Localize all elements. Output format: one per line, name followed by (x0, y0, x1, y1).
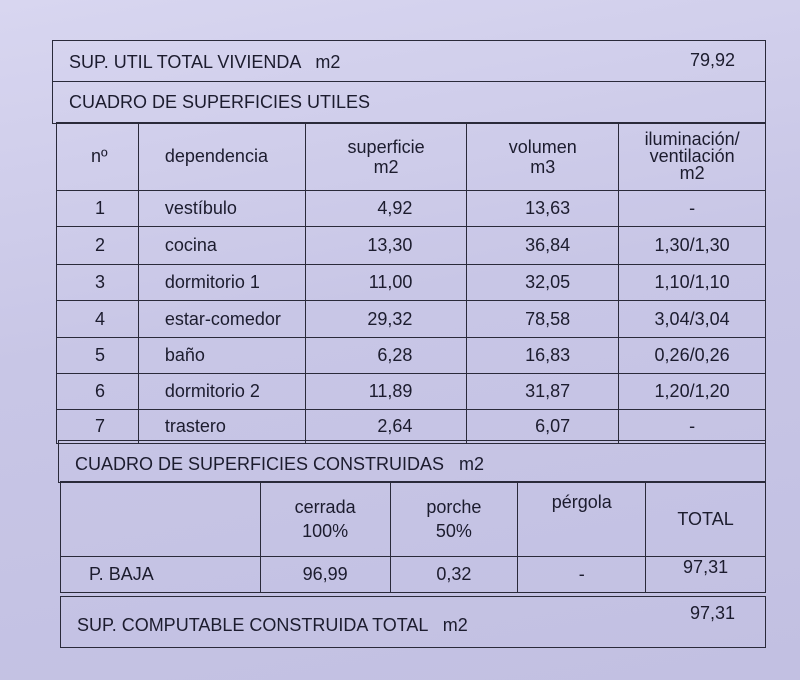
built-row-porche: 0,32 (390, 557, 518, 593)
header-vent-text: ventilación (649, 146, 735, 166)
built-header-porche-pct: 50% (435, 521, 472, 541)
row-superficie: 4,92 (305, 191, 467, 227)
built-areas-row (61, 557, 766, 593)
useful-areas-row (57, 301, 766, 338)
row-ilum: 1,20/1,20 (619, 374, 766, 410)
useful-areas-row (57, 265, 766, 301)
built-header-cerrada-text: cerrada (294, 497, 356, 517)
built-areas-table (60, 481, 766, 593)
row-volumen: 6,07 (467, 410, 619, 444)
header-superficie-unit: m2 (373, 156, 399, 177)
row-superficie: 6,28 (305, 338, 467, 374)
row-n: 2 (57, 227, 139, 265)
header-volumen (467, 123, 619, 191)
useful-areas-row (57, 374, 766, 410)
built-row-pergola: - (518, 557, 646, 593)
row-n: 4 (57, 301, 139, 338)
row-ilum: 0,26/0,26 (619, 338, 766, 374)
built-header-porche-text: porche (426, 497, 482, 517)
row-ilum: 1,30/1,30 (619, 227, 766, 265)
useful-areas-header-row (57, 123, 766, 191)
built-header-porche (390, 482, 518, 557)
row-superficie: 2,64 (305, 410, 467, 444)
row-volumen: 32,05 (467, 265, 619, 301)
summary-label: SUP. UTIL TOTAL VIVIENDA m2 (69, 52, 341, 72)
row-dependencia: estar-comedor (138, 301, 305, 338)
built-header-cerrada-pct: 100% (302, 521, 349, 541)
built-header-pergola: pérgola (518, 482, 646, 557)
useful-areas-row (57, 191, 766, 227)
built-areas-header-row (61, 482, 766, 557)
built-row-label: P. BAJA (61, 557, 261, 593)
useful-areas-title: CUADRO DE SUPERFICIES UTILES (69, 92, 371, 112)
row-volumen: 16,83 (467, 338, 619, 374)
summary-box (52, 40, 766, 82)
built-areas-title-box (58, 440, 766, 483)
built-areas-title: CUADRO DE SUPERFICIES CONSTRUIDAS m2 (75, 454, 485, 474)
row-dependencia: dormitorio 1 (138, 265, 305, 301)
row-superficie: 13,30 (305, 227, 467, 265)
useful-areas-title-box (52, 81, 766, 124)
row-volumen: 78,58 (467, 301, 619, 338)
row-n: 7 (57, 410, 139, 444)
built-row-total: 97,31 (646, 557, 766, 593)
header-n: nº (57, 123, 139, 191)
row-volumen: 36,84 (467, 227, 619, 265)
row-ilum: - (619, 191, 766, 227)
built-header-total: TOTAL (646, 482, 766, 557)
row-ilum: 3,04/3,04 (619, 301, 766, 338)
row-n: 6 (57, 374, 139, 410)
row-dependencia: vestíbulo (138, 191, 305, 227)
row-superficie: 11,89 (305, 374, 467, 410)
row-dependencia: baño (138, 338, 305, 374)
header-volumen-text: volumen (508, 136, 577, 157)
built-header-cerrada (260, 482, 390, 557)
useful-areas-table (56, 122, 766, 444)
row-dependencia: dormitorio 2 (138, 374, 305, 410)
computable-box (60, 596, 766, 648)
header-superficie (305, 123, 467, 191)
row-dependencia: trastero (138, 410, 305, 444)
built-row-cerrada: 96,99 (260, 557, 390, 593)
header-volumen-unit: m3 (530, 156, 556, 177)
row-n: 1 (57, 191, 139, 227)
header-ilum-unit: m2 (679, 163, 705, 183)
row-n: 3 (57, 265, 139, 301)
header-dependencia: dependencia (138, 123, 305, 191)
row-n: 5 (57, 338, 139, 374)
summary-value: 79,92 (689, 50, 735, 70)
header-ilum (619, 123, 766, 191)
built-header-empty (61, 482, 261, 557)
row-dependencia: cocina (138, 227, 305, 265)
row-superficie: 29,32 (305, 301, 467, 338)
row-ilum: - (619, 410, 766, 444)
useful-areas-row (57, 227, 766, 265)
header-superficie-text: superficie (347, 136, 425, 157)
row-volumen: 13,63 (467, 191, 619, 227)
header-ilum-text: iluminación/ (644, 129, 740, 149)
computable-value: 97,31 (689, 603, 735, 623)
useful-areas-row (57, 338, 766, 374)
computable-label: SUP. COMPUTABLE CONSTRUIDA TOTAL m2 (77, 615, 468, 635)
useful-areas-row (57, 410, 766, 444)
row-superficie: 11,00 (305, 265, 467, 301)
row-volumen: 31,87 (467, 374, 619, 410)
row-ilum: 1,10/1,10 (619, 265, 766, 301)
